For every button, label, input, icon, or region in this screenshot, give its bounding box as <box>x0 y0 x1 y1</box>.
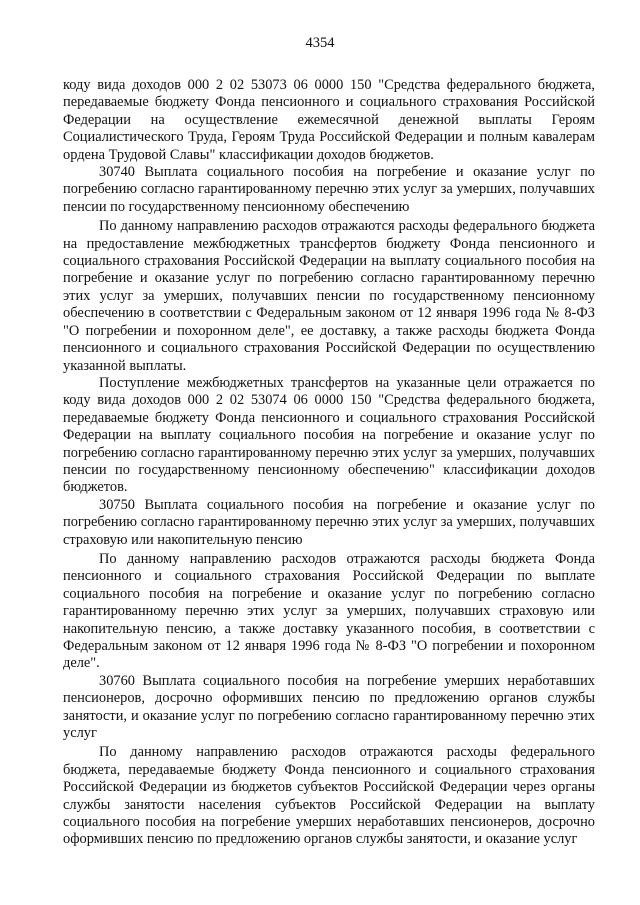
heading-30740: 30740 Выплата социального пособия на погребение и оказание услуг по погребению согласно гарантированному перечню этих услуг за умерших, получавших пенсии по государственному пенсионному обеспечению <box>63 164 595 215</box>
page-number: 4354 <box>305 35 335 51</box>
paragraph-30760-expenses: По данному направлению расходов отражаются расходы федерального бюджета, передаваемые бюджету Фонда пенсионного и социального страхования Российской Федерации из бюджетов субъектов Российской Федерации через органы службы занятости населения субъектов Российской Федерации на выплату социального пособия на погребение умерших неработавших пенсионеров, досрочно оформивших пенсию по предложению органов службы занятости, и оказание услуг <box>63 744 595 848</box>
paragraph-revenue-code-53073: коду вида доходов 000 2 02 53073 06 0000 150 "Средства федерального бюджета, передаваемые бюджету Фонда пенсионного и социального страхования Российской Федерации на осуществление ежемесячной денежной выплаты Героям Социалистического Труда, Героям Труда Российской Федерации и полным кавалерам ордена Трудовой Славы" классификации доходов бюджетов. <box>63 77 595 163</box>
paragraph-revenue-code-53074: Поступление межбюджетных трансфертов на указанные цели отражается по коду вида доходов 000 2 02 53074 06 0000 150 "Средства федерального бюджета, передаваемые бюджету Фонда пенсионного и социального страхования Российской Федерации на выплату социального пособия на погребение и оказание услуг по погребению согласно гарантированному перечню этих услуг за умерших, получавших пенсии по государственному пенсионному обеспечению" классификации доходов бюджетов. <box>63 374 595 496</box>
heading-30760: 30760 Выплата социального пособия на погребение умерших неработавших пенсионеров, досрочно оформивших пенсию по предложению органов службы занятости, и оказание услуг по погребению согласно гарантированному перечню этих услуг <box>63 672 595 742</box>
paragraph-30740-expenses: По данному направлению расходов отражаются расходы федерального бюджета на предоставление межбюджетных трансфертов бюджету Фонда пенсионного и социального страхования Российской Федерации на выплату социального пособия на погребение и оказание услуг по погребению согласно гарантированному перечню этих услуг за умерших, получавших пенсии по государственному пенсионному обеспечению в соответствии с Федеральным законом от 12 января 1996 года № 8-ФЗ "О погребении и похоронном деле", ее доставку, а также расходы бюджета Фонда пенсионного и социального страхования Российской Федерации по осуществлению указанной выплаты. <box>63 218 595 374</box>
document-body <box>63 77 595 849</box>
heading-30750: 30750 Выплата социального пособия на погребение и оказание услуг по погребению согласно гарантированному перечню этих услуг за умерших, получавших страховую или накопительную пенсию <box>63 496 595 548</box>
paragraph-30750-expenses: По данному направлению расходов отражаются расходы бюджета Фонда пенсионного и социального страхования Российской Федерации по выплате социального пособия на погребение и оказание услуг по погребению согласно гарантированному перечню этих услуг за умерших, получавших страховую или накопительную пенсию, а также доставку указанного пособия, в соответствии с Федеральным законом от 12 января 1996 года № 8-ФЗ "О погребении и похоронном деле". <box>63 550 595 672</box>
